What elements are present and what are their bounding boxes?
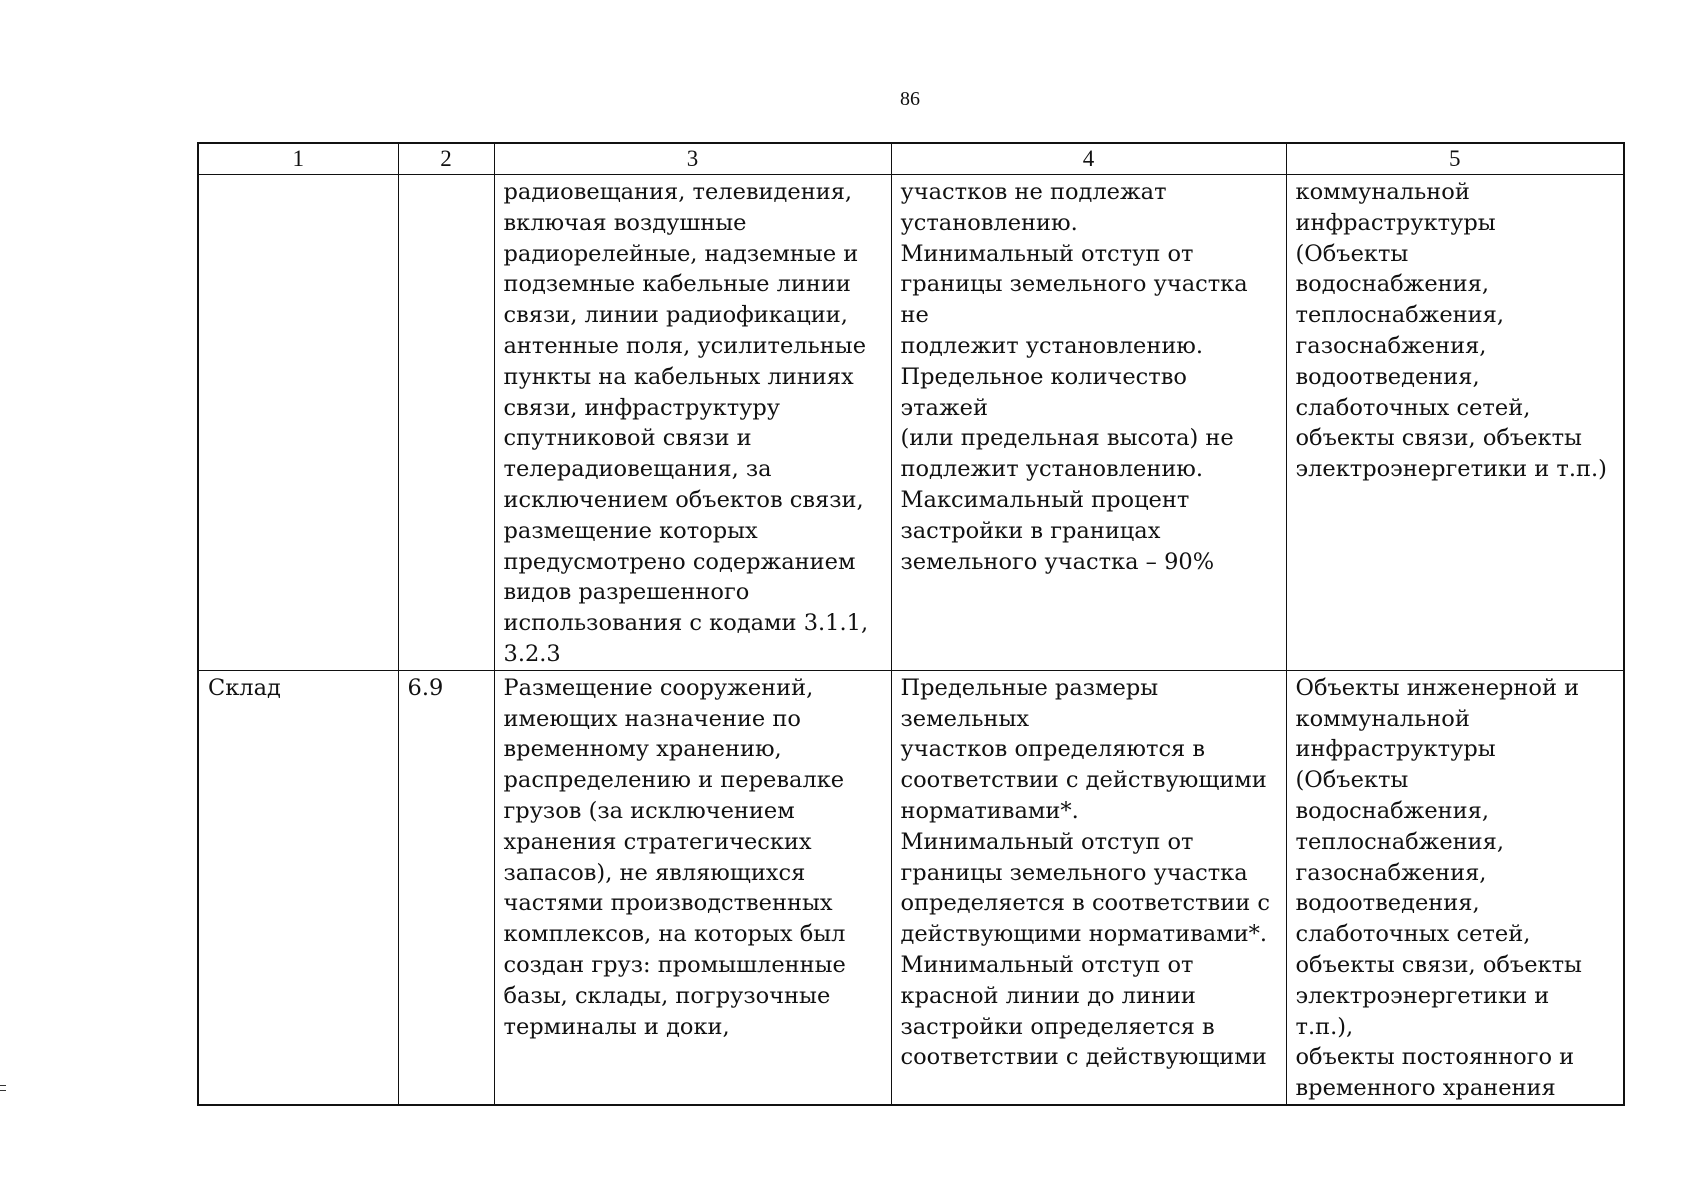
column-number-row [198, 143, 1624, 175]
use-description-cell: радиовещания, телевидения, включая воздушные радиорелейные, надземные и подземные кабельные линии связи, линии радиофикации, антенные поля, усилительные пункты на кабельных линиях связи, инфраструктуру спутниковой связи и телерадиовещания, за исключением объектов связи, размещение которых предусмотрено содержанием видов разрешенного использования с кодами 3.1.1, 3.2.3 [494, 175, 891, 671]
parameters-cell: Предельные размеры земельных участков определяются в соответствии с действующими нормативами*. Минимальный отступ от границы земельного участка определяется в соответствии с действующими нормативами*. Минимальный отступ от красной линии до линии застройки определяется в соответствии с действующими [891, 670, 1286, 1105]
column-header-5: 5 [1286, 143, 1624, 175]
column-header-2: 2 [398, 143, 494, 175]
column-header-3: 3 [494, 143, 891, 175]
auxiliary-uses-cell: коммунальной инфраструктуры (Объекты водоснабжения, теплоснабжения, газоснабжения, водоотведения, слаботочных сетей, объекты связи, объекты электроэнергетики и т.п.) [1286, 175, 1624, 671]
use-code-cell: 6.9 [398, 670, 494, 1105]
table-row [198, 175, 1624, 671]
use-description-cell: Размещение сооружений, имеющих назначение по временному хранению, распределению и перевалке грузов (за исключением хранения стратегических запасов), не являющихся частями производственных комплексов, на которых был создан груз: промышленные базы, склады, погрузочные терминалы и доки, [494, 670, 891, 1105]
page-number: 86 [900, 88, 920, 110]
parameters-cell: участков не подлежат установлению. Минимальный отступ от границы земельного участка не подлежит установлению. Предельное количество этажей (или предельная высота) не подлежит установлению. Максимальный процент застройки в границах земельного участка – 90% [891, 175, 1286, 671]
land-use-table [197, 142, 1625, 1106]
use-name-cell [198, 175, 398, 671]
table-row [198, 670, 1624, 1105]
column-header-1: 1 [198, 143, 398, 175]
use-code-cell [398, 175, 494, 671]
use-name-cell: Склад [198, 670, 398, 1105]
scan-edge-mark [0, 1085, 6, 1091]
auxiliary-uses-cell: Объекты инженерной и коммунальной инфраструктуры (Объекты водоснабжения, теплоснабжения, газоснабжения, водоотведения, слаботочных сетей, объекты связи, объекты электроэнергетики и т.п.), объекты постоянного и временного хранения [1286, 670, 1624, 1105]
column-header-4: 4 [891, 143, 1286, 175]
